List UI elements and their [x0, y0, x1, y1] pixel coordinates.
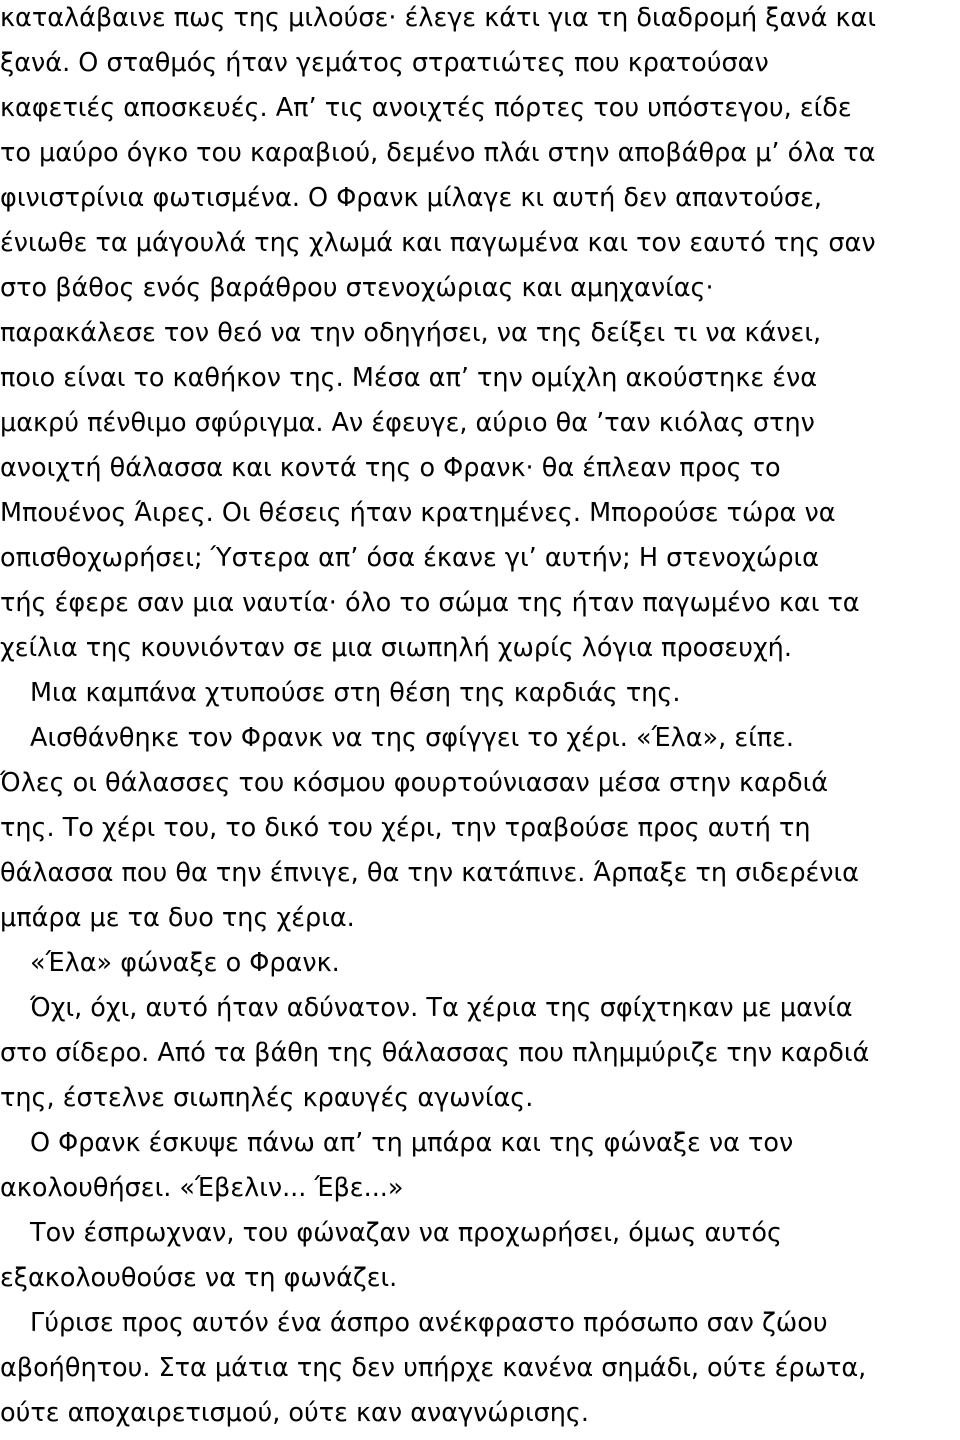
text-line: μακρύ πένθιμο σφύριγμα. Αν έφευγε, αύριο θα ’ταν κιόλας στην — [0, 408, 815, 438]
text-line: εξακολουθούσε να τη φωνάζει. — [0, 1263, 398, 1293]
text-line: Όχι, όχι, αυτό ήταν αδύνατον. Τα χέρια της σφίχτηκαν με μανία — [30, 993, 853, 1023]
text-line: χείλια της κουνιόνταν σε μια σιωπηλή χωρίς λόγια προσευχή. — [0, 633, 792, 663]
text-line: Γύρισε προς αυτόν ένα άσπρο ανέκφραστο πρόσωπο σαν ζώου — [30, 1308, 828, 1338]
text-line: της, έστελνε σιωπηλές κραυγές αγωνίας. — [0, 1083, 534, 1113]
text-line: ξανά. Ο σταθμός ήταν γεμάτος στρατιώτες που κρατούσαν — [0, 48, 769, 78]
text-line: καταλάβαινε πως της μιλούσε· έλεγε κάτι για τη διαδρομή ξανά και — [0, 3, 876, 33]
text-line: Αισθάνθηκε τον Φρανκ να της σφίγγει το χέρι. «Έλα», είπε. — [30, 723, 794, 753]
text-line: παρακάλεσε τον θεό να την οδηγήσει, να της δείξει τι να κάνει, — [0, 318, 822, 348]
text-line: αβοήθητου. Στα μάτια της δεν υπήρχε κανένα σημάδι, ούτε έρωτα, — [0, 1353, 867, 1383]
text-line: της. Το χέρι του, το δικό του χέρι, την τραβούσε προς αυτή τη — [0, 813, 811, 843]
text-line: ανοιχτή θάλασσα και κοντά της ο Φρανκ· θα έπλεαν προς το — [0, 453, 781, 483]
text-line: ένιωθε τα μάγουλά της χλωμά και παγωμένα και τον εαυτό της σαν — [0, 228, 876, 258]
text-line: ποιο είναι το καθήκον της. Μέσα απ’ την ομίχλη ακούστηκε ένα — [0, 363, 818, 393]
text-line: Μπουένος Άιρες. Οι θέσεις ήταν κρατημένες. Μπορούσε τώρα να — [0, 498, 836, 528]
text-line: το μαύρο όγκο του καραβιού, δεμένο πλάι στην αποβάθρα μ’ όλα τα — [0, 138, 876, 168]
text-line: Όλες οι θάλασσες του κόσμου φουρτούνιασαν μέσα στην καρδιά — [0, 768, 829, 798]
text-line: Μια καμπάνα χτυπούσε στη θέση της καρδιάς της. — [30, 678, 681, 708]
text-line: ακολουθήσει. «Έβελιν... Έβε...» — [0, 1173, 404, 1203]
text-line: Τον έσπρωχναν, του φώναζαν να προχωρήσει, όμως αυτός — [30, 1218, 782, 1248]
text-line: στο βάθος ενός βαράθρου στενοχώριας και αμηχανίας· — [0, 273, 714, 303]
text-line: φινιστρίνια φωτισμένα. Ο Φρανκ μίλαγε κι αυτή δεν απαντούσε, — [0, 183, 823, 213]
text-line: μπάρα με τα δυο της χέρια. — [0, 903, 355, 933]
text-line: ούτε αποχαιρετισμού, ούτε καν αναγνώρισης. — [0, 1398, 589, 1428]
text-line: Ο Φρανκ έσκυψε πάνω απ’ τη μπάρα και της φώναξε να τον — [30, 1128, 794, 1158]
text-line: καφετιές αποσκευές. Απ’ τις ανοιχτές πόρτες του υπόστεγου, είδε — [0, 93, 852, 123]
text-line: οπισθοχωρήσει; Ύστερα απ’ όσα έκανε γι’ αυτήν; Η στενοχώρια — [0, 543, 819, 573]
text-line: θάλασσα που θα την έπνιγε, θα την κατάπινε. Άρπαξε τη σιδερένια — [0, 858, 859, 888]
text-line: τής έφερε σαν μια ναυτία· όλο το σώμα της ήταν παγωμένο και τα — [0, 588, 860, 618]
text-line: στο σίδερο. Από τα βάθη της θάλασσας που πλημμύριζε την καρδιά — [0, 1038, 870, 1068]
text-line: «Έλα» φώναξε ο Φρανκ. — [30, 948, 340, 978]
